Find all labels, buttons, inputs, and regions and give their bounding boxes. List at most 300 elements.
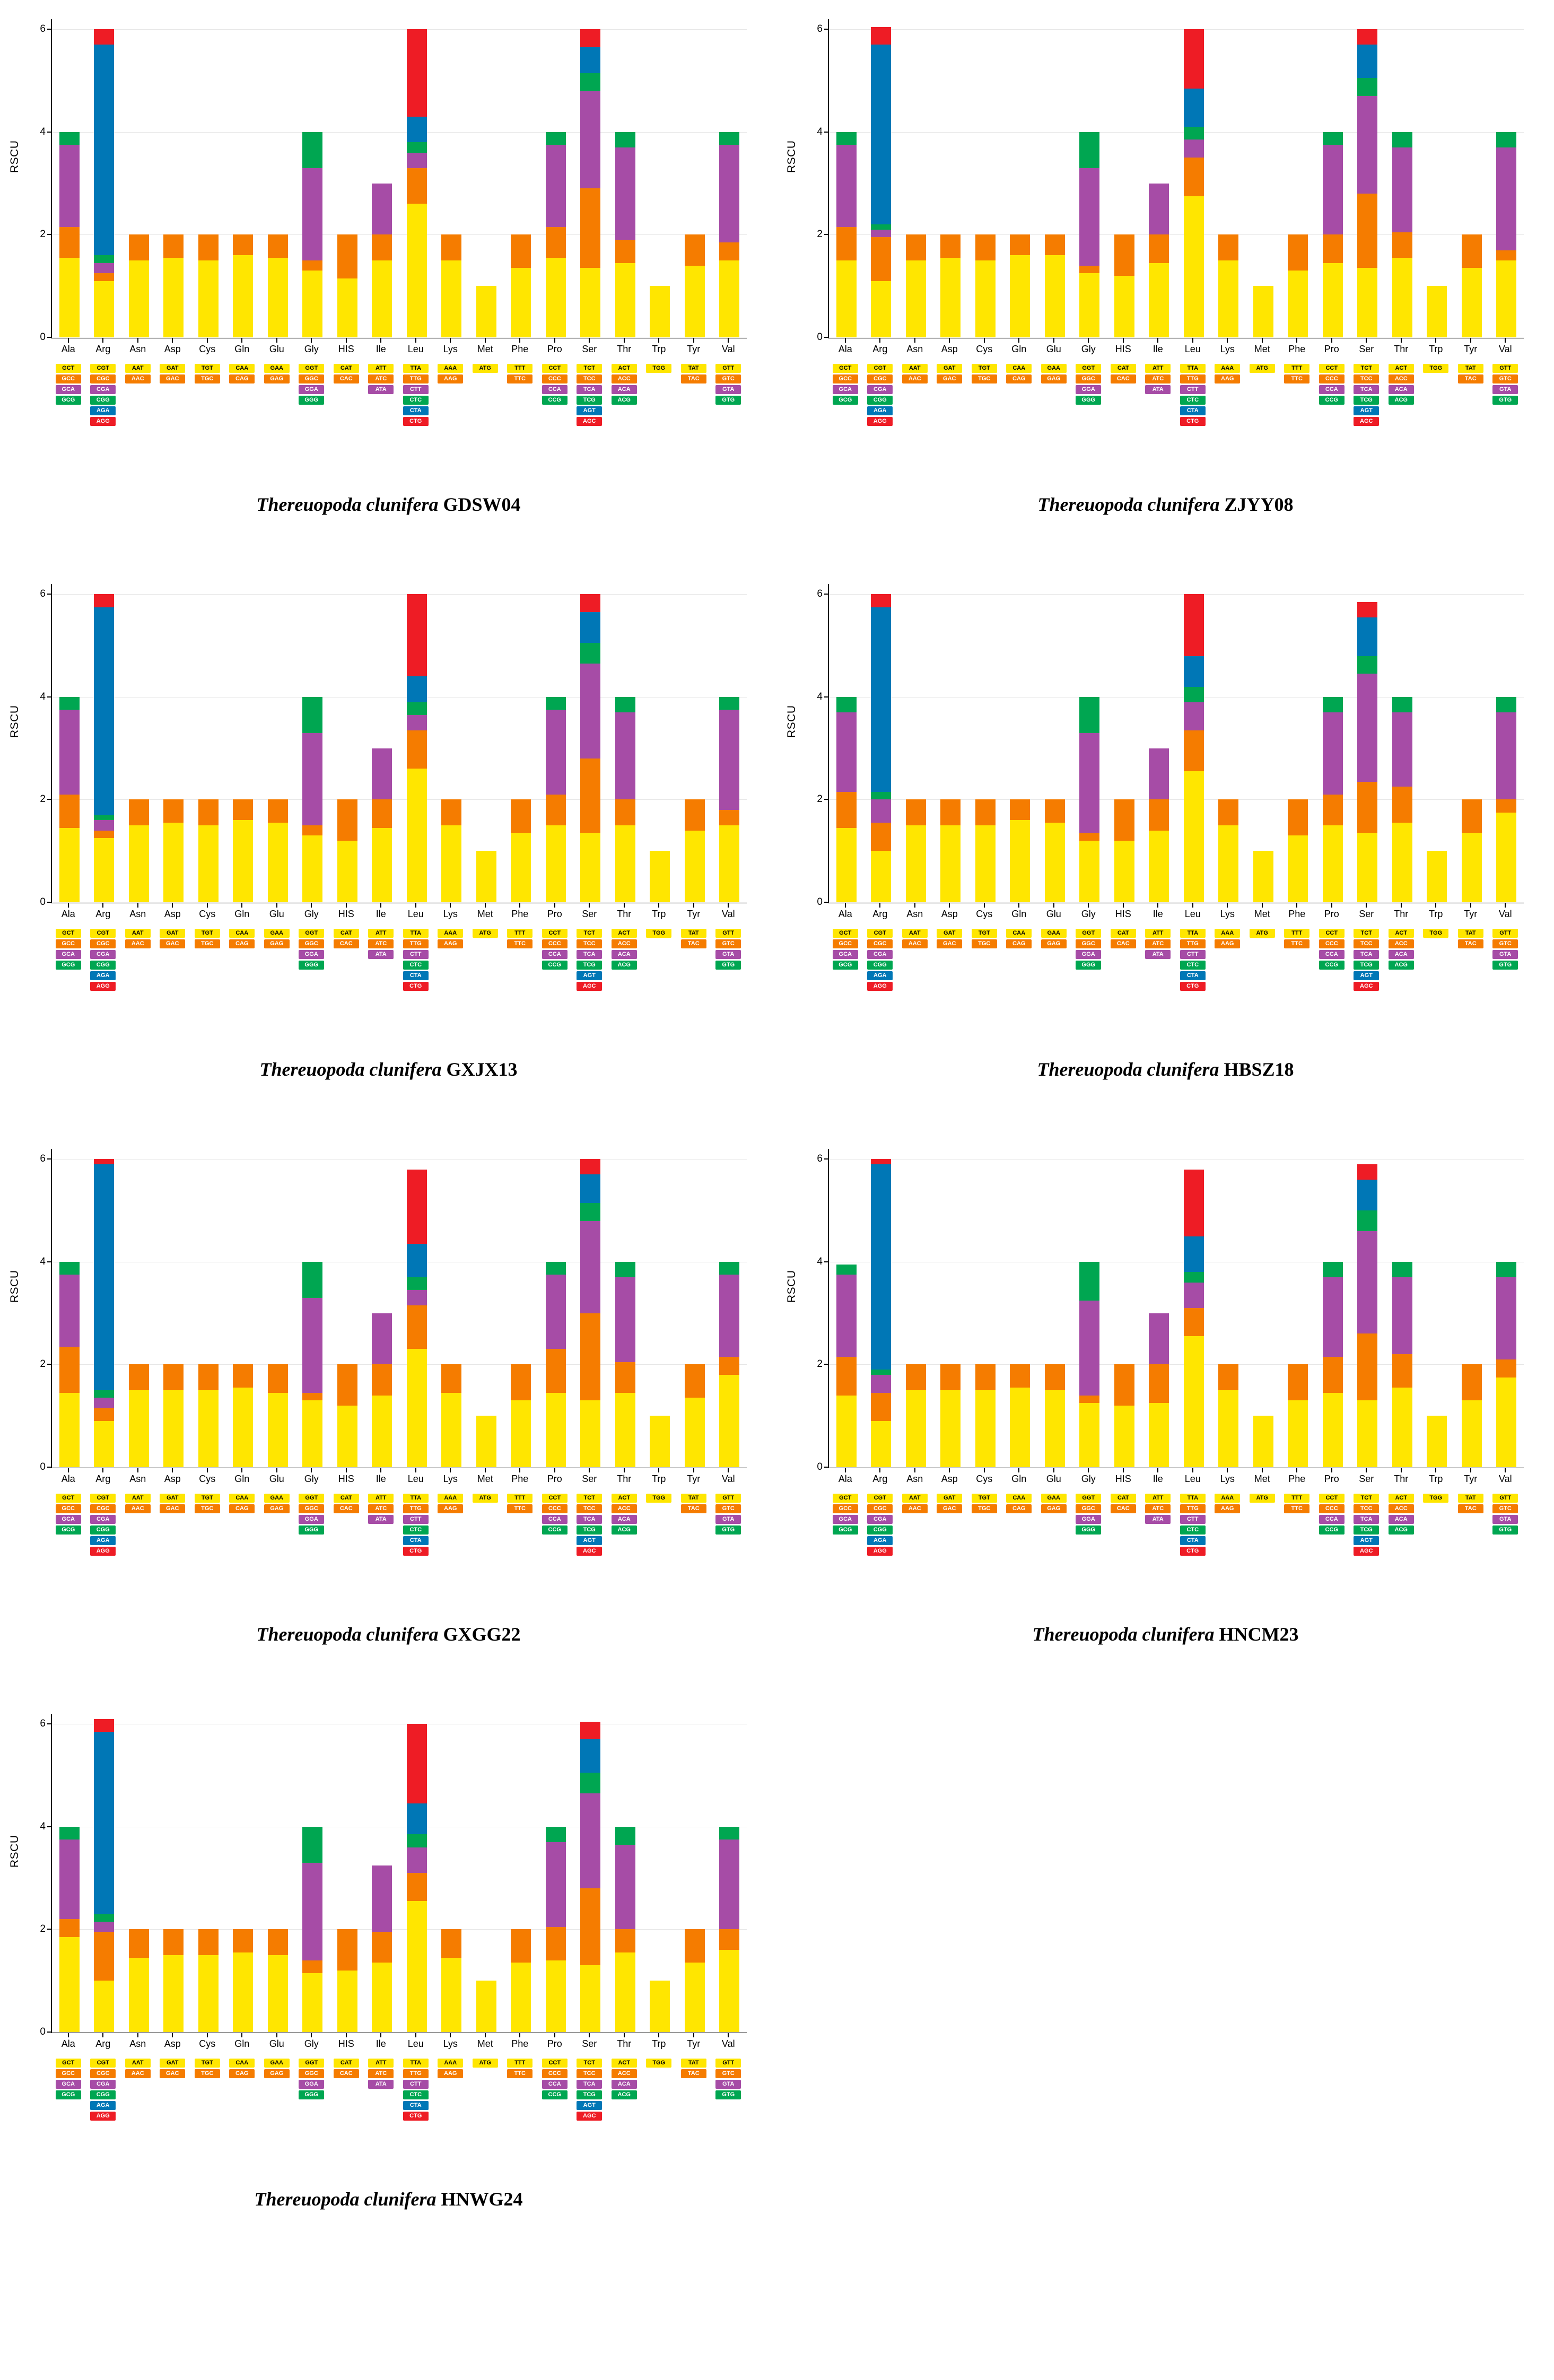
x-tick-mark: [728, 1468, 729, 1472]
bar-segment: [1079, 697, 1099, 733]
codon-label: GGG: [1076, 396, 1101, 405]
stacked-bar: [441, 1364, 461, 1467]
bar-slot: [898, 584, 933, 902]
x-tick-label: [1453, 1468, 1488, 1485]
x-tick-label: [676, 338, 711, 355]
codon-column: [1453, 929, 1488, 991]
bar-segment: [511, 1400, 531, 1467]
x-tick-label: [225, 903, 260, 920]
x-tick-text: Ser: [1359, 909, 1374, 919]
chart-area: [0, 14, 777, 481]
bar-segment: [1496, 799, 1516, 812]
panel-caption: [0, 2188, 777, 2210]
stacked-bar: [1114, 234, 1134, 337]
x-tick-label: [190, 903, 225, 920]
codon-label: GGA: [299, 1515, 324, 1524]
bar-slot: [1107, 19, 1142, 337]
codon-label: ATC: [368, 939, 394, 948]
y-axis-label: RSCU: [8, 140, 21, 173]
bar-series: [829, 584, 1524, 902]
codon-legend: [828, 929, 1523, 991]
bar-segment: [1218, 799, 1238, 825]
codon-label: ACA: [612, 385, 637, 394]
bar-slot: [1489, 1149, 1524, 1467]
y-tick-label: 4: [40, 126, 46, 137]
bar-slot: [295, 584, 330, 902]
x-tick-mark: [102, 903, 103, 908]
bar-segment: [1496, 813, 1516, 902]
x-tick-mark: [311, 338, 312, 343]
stacked-bar: [1079, 697, 1099, 902]
bar-segment: [615, 1845, 635, 1930]
codon-label: GAC: [160, 374, 185, 383]
x-tick-text: Thr: [1394, 344, 1409, 354]
x-axis: [51, 903, 746, 920]
x-tick-text: Tyr: [687, 344, 701, 354]
bar-segment: [1010, 255, 1030, 337]
x-tick-mark: [1296, 1468, 1297, 1472]
codon-label: GCT: [833, 929, 858, 938]
stacked-bar: [337, 799, 357, 902]
codon-label: TCA: [1354, 385, 1379, 394]
bar-slot: [121, 1714, 156, 2032]
caption-strain: GDSW04: [443, 494, 521, 515]
codon-label: GTA: [715, 950, 741, 959]
codon-column: [155, 364, 190, 426]
bar-slot: [191, 1714, 226, 2032]
bar-segment: [268, 1955, 288, 2032]
x-tick-label: [1453, 903, 1488, 920]
codon-label: AAG: [1215, 939, 1240, 948]
codon-label: ATT: [368, 364, 394, 373]
x-tick-mark: [1331, 903, 1332, 908]
y-tick-label: 6: [817, 1153, 823, 1165]
codon-label: GAC: [937, 939, 962, 948]
codon-label: CGA: [867, 1515, 893, 1524]
bar-segment: [1184, 89, 1204, 127]
y-tick-label: 0: [40, 896, 46, 908]
x-tick-text: Asp: [941, 1474, 958, 1484]
codon-label: ATA: [1145, 950, 1171, 959]
codon-label: CAA: [1006, 1494, 1032, 1503]
x-tick-label: [51, 1468, 86, 1485]
x-tick-label: [51, 2033, 86, 2050]
x-tick-label: [863, 903, 898, 920]
codon-column: [1314, 364, 1349, 426]
bar-segment: [650, 851, 670, 902]
bar-segment: [719, 260, 739, 337]
x-tick-text: Thr: [617, 2038, 632, 2049]
codon-label: CTC: [403, 396, 429, 405]
bar-segment: [407, 1277, 427, 1290]
bar-segment: [163, 823, 184, 902]
codon-label: TTC: [1284, 939, 1309, 948]
x-tick-text: Arg: [872, 1474, 888, 1484]
bar-slot: [1420, 584, 1455, 902]
codon-label: CTA: [1180, 406, 1206, 415]
codon-label: GCC: [56, 939, 81, 948]
codon-column: [225, 929, 260, 991]
codon-label: CTA: [403, 406, 429, 415]
x-tick-text: HIS: [1115, 344, 1131, 354]
codon-column: [572, 364, 607, 426]
x-tick-label: [51, 338, 86, 355]
stacked-bar: [1045, 234, 1065, 337]
codon-label: GGC: [299, 1504, 324, 1513]
bar-segment: [580, 1722, 600, 1740]
codon-label: AGA: [90, 406, 116, 415]
bar-slot: [864, 19, 899, 337]
stacked-bar: [94, 1159, 114, 1467]
stacked-bar: [1496, 697, 1516, 902]
bar-segment: [1184, 1272, 1204, 1282]
codon-label: GTG: [715, 1525, 741, 1535]
codon-label: CTA: [1180, 1536, 1206, 1545]
bar-segment: [1392, 1277, 1412, 1354]
codon-label: CGG: [867, 961, 893, 970]
codon-label: AGT: [577, 406, 602, 415]
bar-slot: [573, 19, 608, 337]
codon-label: GCT: [833, 364, 858, 373]
stacked-bar: [836, 1265, 857, 1467]
x-tick-text: Glu: [269, 344, 284, 354]
bar-segment: [1184, 771, 1204, 902]
x-tick-mark: [1366, 338, 1367, 343]
x-tick-label: [364, 903, 399, 920]
bar-slot: [643, 1149, 678, 1467]
codon-column: [1036, 364, 1071, 426]
bar-segment: [163, 258, 184, 337]
stacked-bar: [940, 799, 961, 902]
codon-label: AGG: [867, 1547, 893, 1556]
x-tick-text: Phe: [511, 2038, 529, 2049]
codon-label: CGG: [90, 396, 116, 405]
codon-label: CCT: [1319, 1494, 1345, 1503]
caption-species: Thereuopoda clunifera: [254, 2189, 436, 2210]
bar-segment: [441, 825, 461, 902]
codon-label: GCT: [833, 1494, 858, 1503]
codon-column: [294, 929, 329, 991]
x-tick-text: Asp: [941, 344, 958, 354]
x-tick-mark: [380, 1468, 381, 1472]
bar-segment: [580, 1159, 600, 1174]
x-axis: [51, 1468, 746, 1485]
y-axis-label: RSCU: [8, 1270, 21, 1303]
stacked-bar: [1218, 234, 1238, 337]
x-tick-text: Val: [721, 909, 735, 919]
x-tick-text: Gly: [1081, 344, 1096, 354]
bar-segment: [685, 799, 705, 830]
x-tick-text: Ala: [61, 1474, 75, 1484]
codon-column: [897, 929, 932, 991]
x-tick-mark: [879, 903, 880, 908]
codon-label: AGT: [1354, 1536, 1379, 1545]
bar-segment: [441, 1958, 461, 2032]
bar-segment: [975, 234, 996, 260]
codon-label: TCA: [577, 385, 602, 394]
bar-segment: [94, 820, 114, 830]
x-tick-mark: [554, 903, 555, 908]
x-tick-mark: [949, 338, 950, 343]
codon-label: GGA: [299, 950, 324, 959]
bar-slot: [1385, 1149, 1420, 1467]
codon-column: [607, 2059, 642, 2121]
codon-label: TTT: [1284, 364, 1309, 373]
bar-segment: [685, 1364, 705, 1398]
codon-label: ATT: [1145, 1494, 1171, 1503]
bar-slot: [608, 19, 643, 337]
bar-slot: [1142, 19, 1177, 337]
stacked-bar: [337, 234, 357, 337]
codon-label: GCC: [833, 939, 858, 948]
codon-label: ATA: [368, 2080, 394, 2089]
codon-label: ACG: [612, 961, 637, 970]
bar-segment: [871, 594, 891, 607]
codon-label: TCT: [1354, 1494, 1379, 1503]
x-tick-text: Glu: [269, 2038, 284, 2049]
bar-segment: [163, 1390, 184, 1467]
bar-slot: [260, 584, 295, 902]
codon-label: AAT: [902, 929, 928, 938]
codon-column: [51, 2059, 86, 2121]
codon-label: CAG: [229, 2069, 255, 2078]
bar-segment: [1323, 825, 1343, 902]
codon-label: AAT: [902, 1494, 928, 1503]
codon-label: AGC: [1354, 982, 1379, 991]
bar-segment: [268, 1364, 288, 1392]
bar-segment: [1253, 851, 1273, 902]
codon-label: TTA: [403, 364, 429, 373]
x-tick-mark: [102, 338, 103, 343]
codon-label: TTA: [1180, 364, 1206, 373]
codon-column: [1384, 929, 1419, 991]
codon-label: GTG: [1492, 1525, 1518, 1535]
bar-slot: [1037, 19, 1072, 337]
bar-segment: [1496, 132, 1516, 147]
bar-slot: [1072, 1149, 1107, 1467]
codon-label: GCC: [833, 374, 858, 383]
codon-legend: [51, 929, 746, 991]
x-tick-text: Lys: [1220, 344, 1235, 354]
bar-segment: [407, 1305, 427, 1349]
codon-label: ATC: [368, 1504, 394, 1513]
bar-segment: [1392, 712, 1412, 787]
bar-segment: [1114, 276, 1134, 337]
codon-column: [1453, 364, 1488, 426]
bar-segment: [94, 45, 114, 255]
x-tick-mark: [415, 903, 416, 908]
x-tick-mark: [589, 903, 590, 908]
bar-segment: [836, 712, 857, 792]
bar-segment: [615, 799, 635, 825]
codon-column: [120, 1494, 155, 1556]
bar-series: [52, 1149, 747, 1467]
y-tick-mark: [47, 902, 52, 903]
bar-segment: [59, 258, 80, 337]
codon-label: GAA: [264, 364, 290, 373]
bar-slot: [573, 1714, 608, 2032]
codon-label: GAT: [160, 364, 185, 373]
y-tick-label: 2: [40, 229, 46, 240]
codon-label: ACT: [1389, 364, 1414, 373]
stacked-bar: [906, 234, 926, 337]
codon-column: [537, 364, 572, 426]
codon-column: [1384, 364, 1419, 426]
codon-label: GGA: [1076, 385, 1101, 394]
stacked-bar: [1462, 799, 1482, 902]
codon-label: TAT: [681, 1494, 706, 1503]
codon-label: CTC: [403, 1525, 429, 1535]
x-tick-mark: [346, 338, 347, 343]
x-tick-label: [1280, 338, 1315, 355]
bar-segment: [407, 715, 427, 730]
codon-column: [1106, 1494, 1141, 1556]
x-tick-mark: [1505, 338, 1506, 343]
x-tick-label: [468, 903, 503, 920]
codon-label: AGA: [867, 406, 893, 415]
codon-label: CCC: [542, 374, 568, 383]
bar-segment: [94, 1398, 114, 1408]
x-tick-text: Gln: [234, 909, 250, 919]
y-tick-mark: [47, 594, 52, 595]
y-tick-mark: [47, 1364, 52, 1365]
x-tick-text: Ser: [582, 909, 597, 919]
codon-label: CAC: [334, 2069, 359, 2078]
x-tick-mark: [554, 1468, 555, 1472]
bar-segment: [1496, 1277, 1516, 1359]
bar-segment: [1149, 831, 1169, 902]
codon-label: GGC: [1076, 374, 1101, 383]
bar-segment: [580, 1203, 600, 1221]
codon-column: [967, 929, 1002, 991]
stacked-bar: [975, 799, 996, 902]
x-tick-mark: [1401, 338, 1402, 343]
codon-label: TGT: [972, 1494, 997, 1503]
stacked-bar: [407, 29, 427, 337]
x-tick-text: Tyr: [687, 2038, 701, 2049]
bar-segment: [871, 1370, 891, 1375]
x-tick-label: [190, 2033, 225, 2050]
x-tick-text: HIS: [1115, 909, 1131, 919]
bar-segment: [1427, 1416, 1447, 1467]
codon-label: GAT: [160, 2059, 185, 2068]
bar-segment: [94, 263, 114, 273]
x-tick-label: [1488, 1468, 1523, 1485]
x-tick-mark: [1435, 903, 1436, 908]
codon-label: TTG: [403, 374, 429, 383]
codon-label: GGG: [1076, 961, 1101, 970]
x-tick-text: Tyr: [1464, 344, 1478, 354]
codon-label: GAA: [264, 929, 290, 938]
x-tick-text: Met: [1254, 1474, 1270, 1484]
codon-label: GTC: [715, 2069, 741, 2078]
codon-label: GCA: [56, 950, 81, 959]
codon-label: AAC: [125, 2069, 151, 2078]
bar-slot: [295, 1714, 330, 2032]
x-axis: [828, 1468, 1523, 1485]
bar-segment: [163, 1955, 184, 2032]
bar-segment: [1462, 1364, 1482, 1400]
stacked-bar: [163, 1929, 184, 2032]
codon-label: GCA: [833, 1515, 858, 1524]
codon-label: CTG: [1180, 982, 1206, 991]
bar-segment: [94, 29, 114, 45]
codon-column: [642, 2059, 677, 2121]
bar-segment: [719, 1950, 739, 2032]
bar-slot: [864, 1149, 899, 1467]
bar-segment: [372, 1364, 392, 1395]
y-tick-mark: [47, 132, 52, 133]
codon-column: [711, 1494, 746, 1556]
bar-segment: [1288, 799, 1308, 835]
bar-segment: [1288, 271, 1308, 337]
bar-segment: [1357, 96, 1377, 194]
bar-segment: [1218, 260, 1238, 337]
bar-segment: [511, 1963, 531, 2032]
codon-label: ACA: [1389, 385, 1414, 394]
x-tick-text: HIS: [338, 2038, 354, 2049]
bar-slot: [260, 1149, 295, 1467]
x-tick-mark: [1227, 338, 1228, 343]
x-tick-mark: [485, 1468, 486, 1472]
x-tick-text: Gly: [1081, 909, 1096, 919]
stacked-bar: [1323, 1262, 1343, 1467]
x-tick-label: [1314, 1468, 1349, 1485]
codon-column: [1071, 929, 1106, 991]
bar-segment: [719, 132, 739, 145]
codon-label: TGG: [646, 2059, 671, 2068]
y-tick-label: 2: [40, 794, 46, 805]
x-tick-text: Ser: [1359, 1474, 1374, 1484]
y-tick-mark: [824, 29, 829, 30]
codon-label: GAC: [937, 374, 962, 383]
bar-segment: [685, 1929, 705, 1963]
bar-segment: [407, 1847, 427, 1873]
bar-segment: [940, 1390, 961, 1467]
codon-label: GAT: [160, 929, 185, 938]
x-tick-label: [294, 2033, 329, 2050]
y-tick-label: 0: [817, 332, 823, 343]
x-tick-mark: [1227, 1468, 1228, 1472]
y-tick-mark: [47, 1158, 52, 1160]
bar-segment: [59, 1919, 80, 1937]
codon-label: AGG: [90, 2112, 116, 2121]
x-tick-text: Met: [1254, 344, 1270, 354]
x-tick-label: [364, 1468, 399, 1485]
x-tick-mark: [728, 903, 729, 908]
codon-label: CTC: [403, 961, 429, 970]
codon-label: CAG: [229, 1504, 255, 1513]
chart-panel: [777, 1130, 1554, 1695]
bar-segment: [233, 820, 253, 902]
bar-slot: [330, 19, 365, 337]
x-tick-mark: [1401, 1468, 1402, 1472]
x-tick-text: Lys: [443, 2038, 458, 2049]
x-tick-label: [897, 903, 932, 920]
codon-column: [1106, 929, 1141, 991]
bar-slot: [933, 1149, 968, 1467]
bar-segment: [59, 1937, 80, 2032]
bar-slot: [504, 584, 539, 902]
x-tick-mark: [207, 2033, 208, 2037]
codon-label: ACG: [1389, 1525, 1414, 1535]
codon-label: TCA: [577, 2080, 602, 2089]
x-tick-mark: [879, 338, 880, 343]
x-tick-mark: [1262, 903, 1263, 908]
bar-segment: [1323, 1393, 1343, 1467]
codon-label: GTC: [715, 374, 741, 383]
codon-label: GTG: [715, 396, 741, 405]
